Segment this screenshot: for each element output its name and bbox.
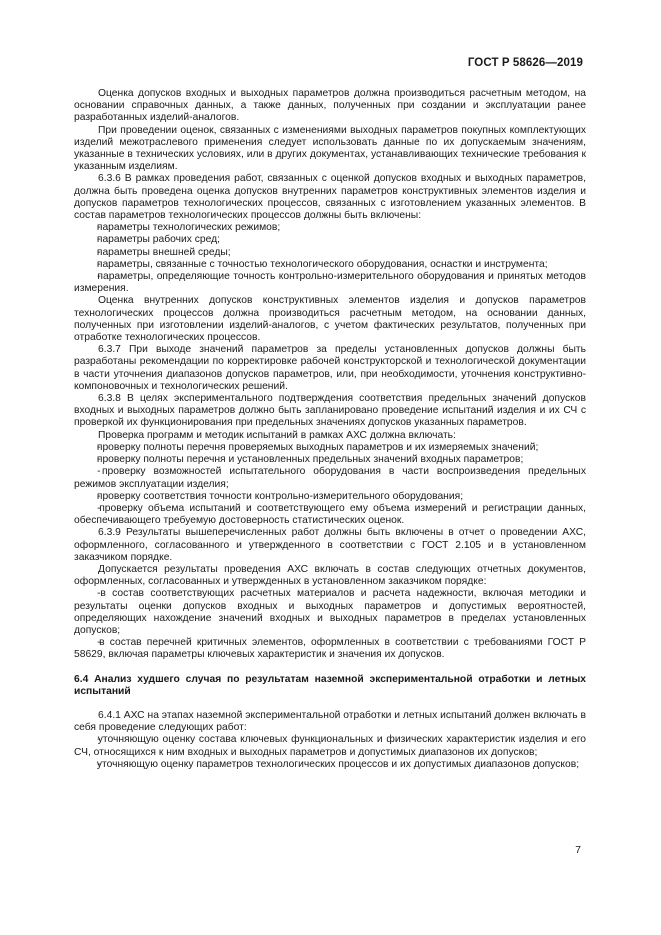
list-item: [74, 222, 586, 234]
paragraph: 6.3.9 Результаты вышеперечисленных работ должны быть включены в отчет о проведении АХС, оформленного, согласованного и утвержденного в соответствии с ГОСТ 2.105 и в установленном заказчиком порядке.: [74, 527, 586, 563]
list-item: [74, 271, 586, 295]
list-item: [74, 503, 586, 527]
list-item-text: параметры, связанные с точностью технологического оборудования, оснастки и инструмента;: [96, 258, 548, 270]
list-dash-marker: -: [80, 454, 101, 466]
standard-designation: ГОСТ Р 58626—2019: [467, 57, 583, 69]
page-number: 7: [575, 845, 581, 856]
list-item: [74, 734, 586, 758]
list-dash-marker: -: [80, 637, 101, 649]
list-item: [74, 466, 586, 490]
list-dash-marker: -: [80, 246, 101, 258]
list-dash-marker: -: [80, 502, 101, 514]
list-item-text: проверку полноты перечня и установленных предельных значений входных параметров;: [96, 454, 524, 466]
list-item: [74, 491, 586, 503]
list-item-text: проверку соответствия точности контрольно-измерительного оборудования;: [96, 490, 464, 502]
list-dash-marker: -: [80, 271, 101, 283]
paragraph: 6.3.8 В целях экспериментального подтверждения соответствия предельных значений допусков входных и выходных параметров должно быть запланировано проведение испытаний изделия и их СЧ с проверкой их функционирования при предельных значениях допусков указанных параметров.: [74, 393, 586, 429]
list-dash-marker: -: [80, 758, 101, 770]
paragraph: Оценка внутренних допусков конструктивных элементов изделия и допусков параметров технологических процессов должна производиться расчетным методом, на основании данных, полученных при изготовлении изделий-аналогов, с учетом фактических результатов, полученных при отработке технологических процессов.: [74, 295, 586, 344]
list-item: [74, 234, 586, 246]
paragraph: Проверка программ и методик испытаний в рамках АХС должна включать:: [98, 429, 456, 441]
list-item: [74, 454, 586, 466]
list-item-text: проверку объема испытаний и соответствующего ему объема измерений и регистрации данных, обеспечивающего требуемую достоверность статистических оценок.: [74, 502, 586, 527]
paragraph: Допускается результаты проведения АХС включать в состав следующих отчетных документов, оформленных, согласованных и утвержденных в установленном заказчиком порядке:: [74, 563, 586, 588]
list-item: [74, 442, 586, 454]
list-item-text: параметры рабочих сред;: [96, 234, 221, 246]
list-item-text: уточняющую оценку состава ключевых функциональных и физических характеристик изделия и его СЧ, относящихся к ним входных и выходных параметров и допустимых диапазонов их допусков;: [74, 734, 586, 758]
list-item-text: параметры внешней среды;: [96, 246, 231, 258]
paragraph: 6.4.1 АХС на этапах наземной экспериментальной отработки и летных испытаний должен включать в себя проведение следующих работ:: [74, 709, 586, 734]
list-item-text: параметры, определяющие точность контрольно-измерительного оборудования и принятых методов измерения.: [74, 271, 586, 295]
spacer: [74, 662, 586, 674]
list-item-text: проверку возможностей испытательного оборудования в части воспроизведения предельных режимов эксплуатации изделия;: [74, 466, 586, 490]
list-item: [74, 259, 586, 271]
spacer: [74, 698, 586, 710]
list-dash-marker: -: [80, 441, 101, 453]
list-item-text: параметры технологических режимов;: [96, 222, 281, 234]
list-dash-marker: -: [80, 734, 101, 746]
list-dash-marker: -: [80, 466, 101, 478]
list-item-text: проверку полноты перечня проверяемых выходных параметров и их измеряемых значений;: [96, 441, 539, 453]
section-heading: 6.4 Анализ худшего случая по результатам наземной экспериментальной отработки и летных испытаний: [74, 673, 586, 697]
list-dash-marker: -: [80, 234, 101, 246]
list-item: [74, 247, 586, 259]
paragraph: 6.3.7 При выходе значений параметров за пределы установленных допусков должны быть разработаны рекомендации по корректировке рабочей конструкторской и технологической документации в части уточнения диапазонов допусков параметров, или, при необходимости, уточнения конструктивно-компоновочных и технологических решений.: [74, 344, 586, 392]
list-dash-marker: -: [80, 490, 101, 502]
paragraph: Оценка допусков входных и выходных параметров должна производиться расчетным методом, на основании справочных данных, а также данных, полученных при создании и эксплуатации ранее разработанных изделий-аналогов.: [74, 88, 586, 124]
paragraph: 6.3.6 В рамках проведения работ, связанных с оценкой допусков входных и выходных параметров, должна быть проведена оценка допусков внутренних параметров конструктивных элементов изделия и допусков параметров технологических процессов, связанных с изготовлением указанных элементов. В состав параметров технологических процессов должны быть включены:: [74, 173, 586, 222]
document-body: [74, 88, 586, 771]
paragraph: При проведении оценок, связанных с изменениями выходных параметров покупных комплектующих изделий межотраслевого применения следует использовать данные по их допускаемым значениям, указанные в технических условиях, или в других документах, устанавливающих технические требования к указанным изделиям.: [74, 124, 586, 173]
list-dash-marker: -: [80, 222, 101, 234]
list-item: [74, 588, 586, 637]
list-item-text: в состав соответствующих расчетных материалов и расчета надежности, включая методики и результаты оценки допусков входных и выходных параметров и допустимых вероятностей, определяющих нахождение значений входных и выходных параметров в пределах установленных допусков;: [74, 588, 586, 636]
list-dash-marker: -: [80, 588, 101, 600]
list-item-text: уточняющую оценку параметров технологических процессов и их допустимых диапазонов допусков;: [96, 758, 580, 770]
list-dash-marker: -: [80, 258, 101, 270]
list-item: [74, 759, 586, 771]
list-item-text: в состав перечней критичных элементов, оформленных в соответствии с требованиями ГОСТ Р 58629, включая параметры ключевых характеристик и значения их допусков.: [74, 637, 586, 661]
list-item: [74, 637, 586, 661]
